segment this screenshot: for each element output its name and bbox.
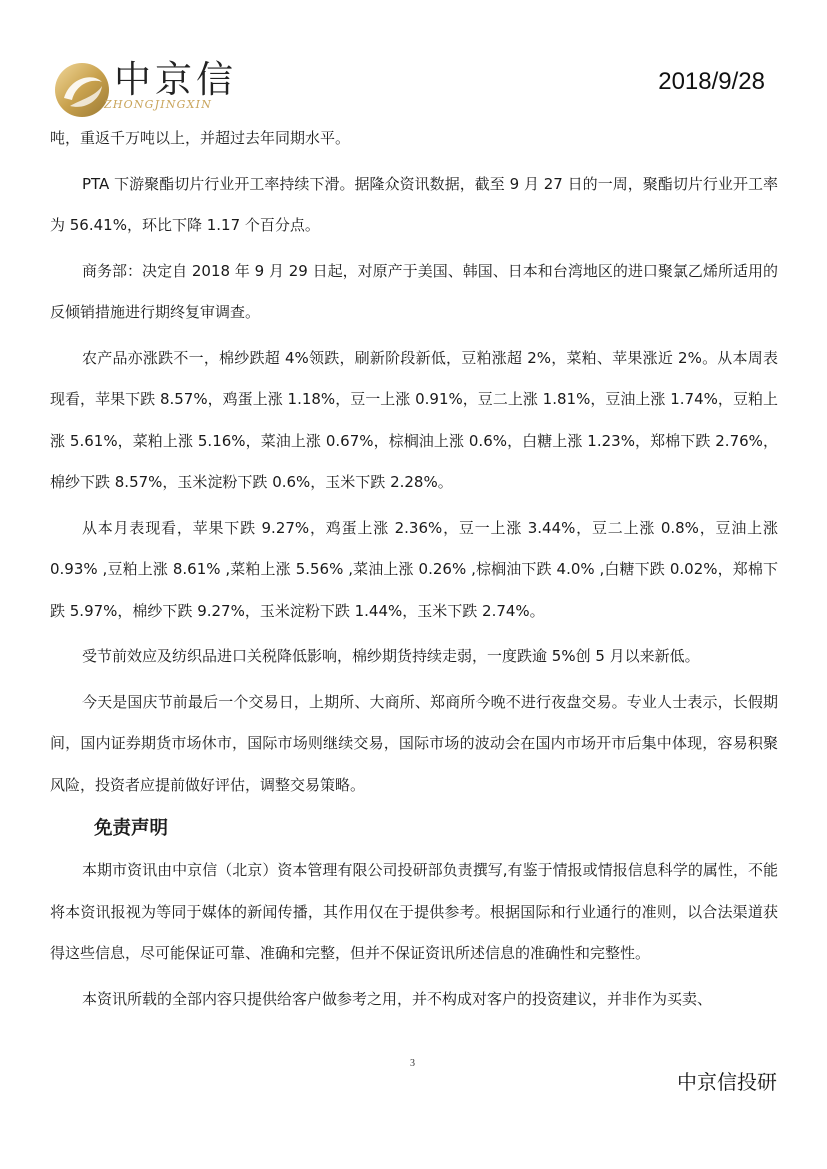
report-date: 2018/9/28 bbox=[658, 68, 765, 95]
footer-brand: 中京信投研 bbox=[677, 1070, 777, 1094]
article-body bbox=[50, 118, 778, 1020]
paragraph: 吨，重返千万吨以上，并超过去年同期水平。 bbox=[50, 129, 351, 147]
paragraph: PTA 下游聚酯切片行业开工率持续下滑。据隆众资讯数据，截至 9 月 27 日的一周，聚酯切片行业开工率为 56.41%，环比下降 1.17 个百分点。 bbox=[50, 174, 778, 234]
paragraph: 商务部：决定自 2018 年 9 月 29 日起，对原产于美国、韩国、日本和台湾地区的进口聚氯乙烯所适用的反倾销措施进行期终复审调查。 bbox=[50, 261, 778, 321]
paragraph: 从本月表现看，苹果下跌 9.27%，鸡蛋上涨 2.36%，豆一上涨 3.44%，豆二上涨 0.8%，豆油上涨 0.93% ,豆粕上涨 8.61% ,菜粕上涨 5.56% ,菜油上涨 0.26% ,棕榈油下跌 4.0% ,白糖下跌 0.02%，郑棉下跌 5.97%，棉纱下跌 9.27%，玉米淀粉下跌 1.44%，玉米下跌 2.74%。 bbox=[50, 518, 778, 620]
page-number: 3 bbox=[410, 1058, 415, 1069]
disclaimer-paragraph: 本资讯所载的全部内容只提供给客户做参考之用，并不构成对客户的投资建议，并非作为买卖、 bbox=[82, 989, 713, 1008]
disclaimer-paragraph: 本期市资讯由中京信（北京）资本管理有限公司投研部负责撰写,有鉴于情报或情报信息科学的属性，不能将本资讯报视为等同于媒体的新闻传播，其作用仅在于提供参考。根据国际和行业通行的准则，以合法渠道获得这些信息，尽可能保证可靠、准确和完整，但并不保证资讯所述信息的准确性和完整性。 bbox=[50, 861, 778, 962]
disclaimer-heading: 免责声明 bbox=[94, 818, 169, 839]
paragraph: 今天是国庆节前最后一个交易日，上期所、大商所、郑商所今晚不进行夜盘交易。专业人士表示，长假期间，国内证券期货市场休市，国际市场则继续交易，国际市场的波动会在国内市场开市后集中体现，容易积聚风险，投资者应提前做好评估，调整交易策略。 bbox=[50, 692, 778, 794]
company-logo bbox=[52, 58, 237, 122]
logo-chinese-text: 中京信 bbox=[114, 58, 237, 101]
logo-english-text: ZHONGJINGXIN bbox=[104, 98, 213, 111]
paragraph: 受节前效应及纺织品进口关税降低影响，棉纱期货持续走弱，一度跌逾 5%创 5 月以来新低。 bbox=[82, 647, 700, 665]
logo-swirl-icon bbox=[52, 60, 112, 120]
paragraph: 农产品亦涨跌不一，棉纱跌超 4%领跌，刷新阶段新低，豆粕涨超 2%，菜粕、苹果涨近 2%。从本周表现看，苹果下跌 8.57%，鸡蛋上涨 1.18%，豆一上涨 0.91%，豆二上涨 1.81%，豆油上涨 1.74%，豆粕上涨 5.61%，菜粕上涨 5.16%，菜油上涨 0.67%，棕榈油上涨 0.6%，白糖上涨 1.23%，郑棉下跌 2.76%，棉纱下跌 8.57%，玉米淀粉下跌 0.6%，玉米下跌 2.28%。 bbox=[50, 348, 778, 491]
